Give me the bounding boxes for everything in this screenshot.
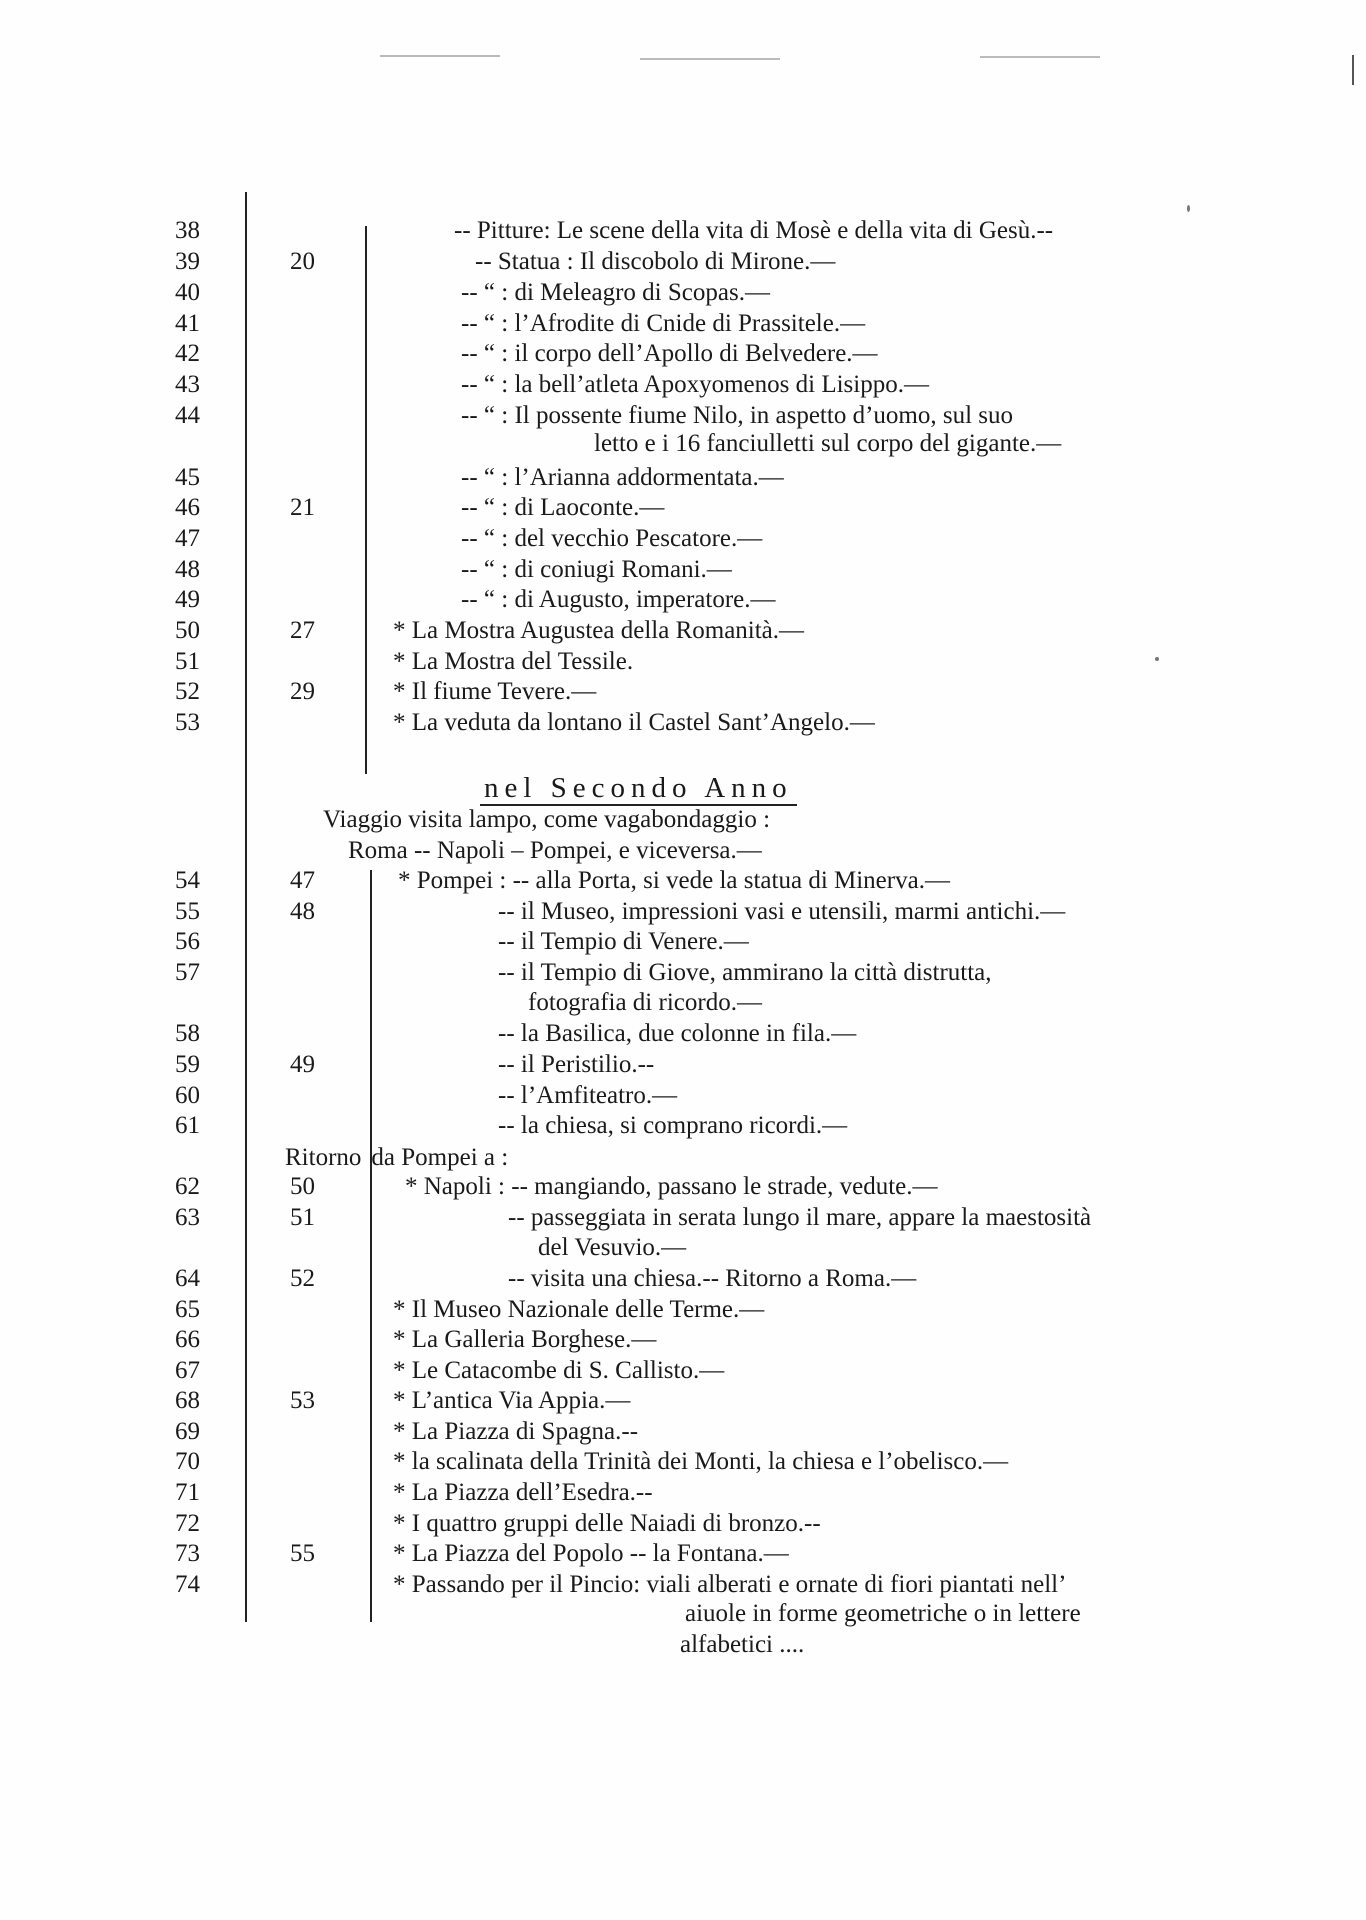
entry-text: * La Piazza dell’Esedra.-- [393,1479,653,1506]
entry-number: 38 [175,217,200,244]
entry-number: 58 [175,1020,200,1047]
entry-text: -- il Museo, impressioni vasi e utensili, marmi antichi.— [498,898,1066,925]
list-item [0,647,1366,677]
entry-number: 60 [175,1082,200,1109]
page-reference: 47 [290,867,315,894]
list-item [0,1111,1366,1141]
entry-text: -- “ : Il possente fiume Nilo, in aspetto d’uomo, sul suo [461,402,1014,429]
entry-number: 45 [175,464,200,491]
entry-text: * Napoli : -- mangiando, passano le strade, vedute.— [405,1173,938,1200]
list-item [0,1509,1366,1539]
entry-text: -- “ : l’Arianna addormentata.— [461,464,784,491]
list-item [0,585,1366,615]
continuation-44: letto e i 16 fanciulletti sul corpo del gigante.— [594,430,1062,457]
entry-text: -- il Tempio di Venere.— [498,928,749,955]
entry-number: 41 [175,310,200,337]
entry-text: -- “ : di Augusto, imperatore.— [461,586,776,613]
list-item [0,1081,1366,1111]
entry-number: 59 [175,1051,200,1078]
list-item [0,866,1366,896]
entry-text: -- il Peristilio.-- [498,1051,655,1078]
list-item [0,401,1366,431]
list-item [0,897,1366,927]
entry-number: 48 [175,556,200,583]
list-item [0,927,1366,957]
entry-text: -- “ : l’Afrodite di Cnide di Prassitele.— [461,310,866,337]
entry-text: * Passando per il Pincio: viali alberati e ornate di fiori piantati nell’ [393,1571,1067,1598]
list-item [0,1203,1366,1233]
entry-number: 44 [175,402,200,429]
entry-number: 52 [175,678,200,705]
list-item [0,493,1366,523]
entry-text: * La Mostra Augustea della Romanità.— [393,617,805,644]
entry-text: * Il fiume Tevere.— [393,678,597,705]
entry-number: 50 [175,617,200,644]
entry-text: -- passeggiata in serata lungo il mare, appare la maestosità [508,1204,1092,1231]
entry-number: 40 [175,279,200,306]
page-reference: 21 [290,494,315,521]
entry-number: 55 [175,898,200,925]
entry-number: 67 [175,1357,200,1384]
scan-smudge [980,56,1100,58]
entry-number: 61 [175,1112,200,1139]
list-item [0,958,1366,988]
entry-number: 65 [175,1296,200,1323]
scan-smudge [640,58,780,60]
list-item [0,708,1366,738]
list-item [0,278,1366,308]
entry-text: * Il Museo Nazionale delle Terme.— [393,1296,765,1323]
entry-text: * La Mostra del Tessile. [393,648,634,675]
entry-number: 51 [175,648,200,675]
list-item [0,1447,1366,1477]
entry-text: * Le Catacombe di S. Callisto.— [393,1357,725,1384]
page-reference: 20 [290,248,315,275]
entry-number: 68 [175,1387,200,1414]
entry-text: -- la chiesa, si comprano ricordi.— [498,1112,848,1139]
entry-text: -- Statua : Il discobolo di Mirone.— [475,248,836,275]
continuation-57: fotografia di ricordo.— [528,989,762,1016]
list-item [0,1172,1366,1202]
entry-text: * I quattro gruppi delle Naiadi di bronzo.-- [393,1510,821,1537]
list-item [0,555,1366,585]
entry-text: -- l’Amfiteatro.— [498,1082,678,1109]
entry-text: -- “ : di Meleagro di Scopas.— [461,279,770,306]
entry-number: 46 [175,494,200,521]
intro-line-1: Viaggio visita lampo, come vagabondaggio : [323,806,771,833]
list-item [0,216,1366,246]
list-item [0,1417,1366,1447]
continuation-63: del Vesuvio.— [538,1234,687,1261]
list-item [0,1386,1366,1416]
list-item [0,1539,1366,1569]
page-reference: 52 [290,1265,315,1292]
entry-number: 73 [175,1540,200,1567]
entry-text: * la scalinata della Trinità dei Monti, la chiesa e l’obelisco.— [393,1448,1009,1475]
list-item [0,1325,1366,1355]
list-item [0,1295,1366,1325]
entry-text: -- “ : di Laoconte.— [461,494,665,521]
entry-text: * Pompei : -- alla Porta, si vede la statua di Minerva.— [398,867,950,894]
scan-speck [1187,205,1190,212]
entry-number: 49 [175,586,200,613]
page-reference: 55 [290,1540,315,1567]
list-item [0,677,1366,707]
entry-number: 62 [175,1173,200,1200]
entry-text: * La veduta da lontano il Castel Sant’Angelo.— [393,709,875,736]
list-item [0,1478,1366,1508]
page-reference: 51 [290,1204,315,1231]
section-heading: nel Secondo Anno [480,772,797,806]
entry-text: -- il Tempio di Giove, ammirano la città distrutta, [498,959,992,986]
list-item [0,1570,1366,1600]
entry-number: 39 [175,248,200,275]
entry-number: 63 [175,1204,200,1231]
page-reference: 48 [290,898,315,925]
list-item [0,339,1366,369]
entry-number: 71 [175,1479,200,1506]
entry-text: -- visita una chiesa.-- Ritorno a Roma.— [508,1265,917,1292]
entry-number: 64 [175,1265,200,1292]
entry-number: 69 [175,1418,200,1445]
list-item [0,1050,1366,1080]
entry-number: 53 [175,709,200,736]
entry-number: 72 [175,1510,200,1537]
list-item [0,524,1366,554]
entry-number: 47 [175,525,200,552]
page-reference: 29 [290,678,315,705]
entry-text: -- “ : di coniugi Romani.— [461,556,732,583]
entry-text: * L’antica Via Appia.— [393,1387,631,1414]
list-item [0,463,1366,493]
continuation-74a: aiuole in forme geometriche o in lettere [685,1600,1081,1627]
page-reference: 53 [290,1387,315,1414]
entry-number: 70 [175,1448,200,1475]
entry-number: 54 [175,867,200,894]
scan-smudge [380,55,500,57]
list-item [0,616,1366,646]
entry-text: * La Galleria Borghese.— [393,1326,657,1353]
list-item [0,370,1366,400]
entry-number: 57 [175,959,200,986]
entry-number: 74 [175,1571,200,1598]
page-reference: 49 [290,1051,315,1078]
entry-number: 56 [175,928,200,955]
entry-text: -- “ : il corpo dell’Apollo di Belvedere.— [461,340,878,367]
edge-mark [1352,55,1354,85]
entry-text: * La Piazza del Popolo -- la Fontana.— [393,1540,789,1567]
list-item [0,1264,1366,1294]
ritorno-rest: da Pompei a : [371,1144,509,1171]
list-item [0,309,1366,339]
entry-number: 43 [175,371,200,398]
ritorno-line [285,1143,508,1173]
continuation-74b: alfabetici .... [680,1631,805,1658]
list-item [0,247,1366,277]
entry-text: * La Piazza di Spagna.-- [393,1418,639,1445]
ritorno-label: Ritorno [285,1144,362,1171]
entry-text: -- la Basilica, due colonne in fila.— [498,1020,857,1047]
entry-text: -- “ : la bell’atleta Apoxyomenos di Lisippo.— [461,371,929,398]
entry-number: 66 [175,1326,200,1353]
intro-line-2: Roma -- Napoli – Pompei, e viceversa.— [348,837,762,864]
page-reference: 50 [290,1173,315,1200]
entry-number: 42 [175,340,200,367]
page-reference: 27 [290,617,315,644]
list-item [0,1019,1366,1049]
entry-text: -- Pitture: Le scene della vita di Mosè e della vita di Gesù.-- [454,217,1054,244]
list-item [0,1356,1366,1386]
entry-text: -- “ : del vecchio Pescatore.— [461,525,763,552]
